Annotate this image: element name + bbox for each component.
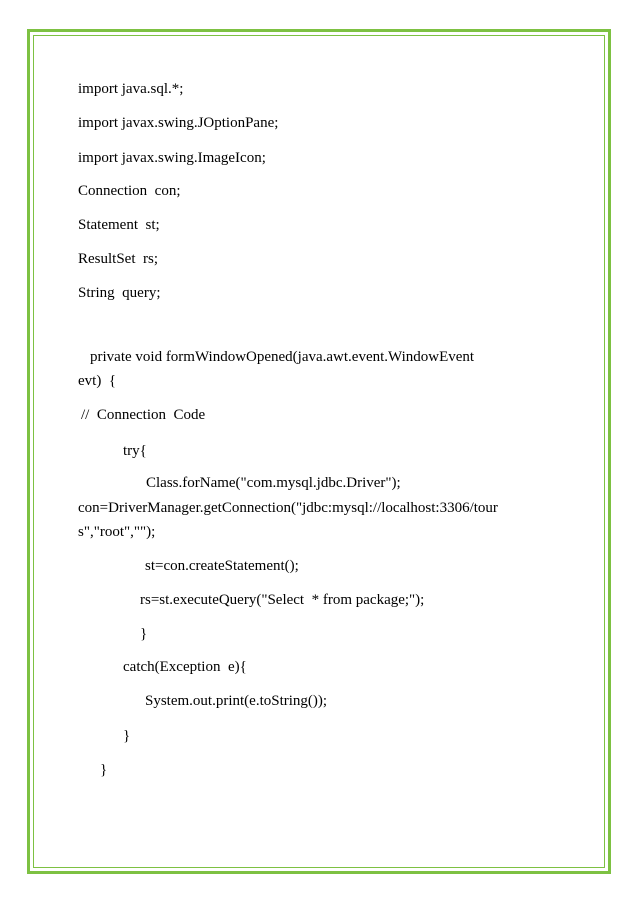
code-line: Class.forName("com.mysql.jdbc.Driver");: [146, 475, 401, 491]
code-line: ResultSet rs;: [78, 251, 159, 267]
code-line: String query;: [78, 285, 161, 301]
code-line: evt) {: [78, 373, 117, 389]
code-line: Connection con;: [78, 183, 181, 199]
code-line: s","root","");: [78, 524, 156, 540]
code-line: import javax.swing.JOptionPane;: [78, 115, 279, 131]
code-line: // Connection Code: [81, 407, 206, 423]
code-line: try{: [123, 443, 147, 459]
code-line: }: [100, 762, 108, 778]
code-line: st=con.createStatement();: [145, 558, 299, 574]
code-line: }: [123, 728, 131, 744]
code-line: catch(Exception e){: [123, 659, 247, 675]
code-line: System.out.print(e.toString());: [145, 693, 328, 709]
code-line: import javax.swing.ImageIcon;: [78, 150, 266, 166]
code-line: Statement st;: [78, 217, 160, 233]
code-line: rs=st.executeQuery("Select * from package;");: [140, 592, 425, 608]
code-line: import java.sql.*;: [78, 81, 184, 97]
code-line: }: [140, 626, 148, 642]
code-line: con=DriverManager.getConnection("jdbc:mysql://localhost:3306/tour: [78, 500, 498, 516]
code-line: private void formWindowOpened(java.awt.event.WindowEvent: [90, 349, 475, 365]
